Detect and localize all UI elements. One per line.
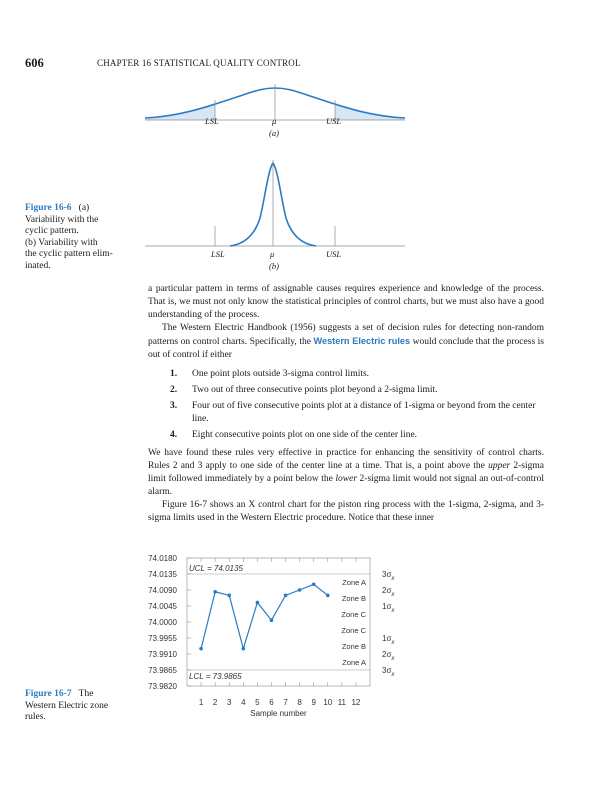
control-chart xyxy=(140,552,410,726)
rule-number: 1. xyxy=(170,369,178,379)
x-tick-label: 12 xyxy=(351,698,361,707)
text-run: 2-sigma limit followed immediately by a point below the xyxy=(148,461,545,484)
sigma-subscript: x xyxy=(391,608,395,614)
sigma-label: $1\sigma_x$ xyxy=(382,634,395,646)
sigma-label: $3\sigma_x$ xyxy=(382,666,395,678)
paragraph xyxy=(148,447,544,499)
x-tick-label: 9 xyxy=(311,698,316,707)
sigma-label: $2\sigma_x$ xyxy=(382,586,395,598)
mu-label-b: μ xyxy=(270,249,275,259)
zone-label: Zone A xyxy=(342,578,366,588)
data-point xyxy=(199,647,203,651)
data-point xyxy=(312,583,316,587)
rule-text: One point plots outside 3-sigma control limits. xyxy=(192,369,370,379)
caption-line: the cyclic pattern elim- xyxy=(25,249,113,260)
rule-number: 3. xyxy=(170,401,178,411)
paragraph xyxy=(148,322,544,362)
text-run: would conclude that the process is out of control if either xyxy=(148,337,545,360)
usl-label-b: USL xyxy=(326,249,342,259)
figure-16-6b xyxy=(145,160,405,250)
zone-label: Zone B xyxy=(341,642,366,652)
data-point xyxy=(256,601,260,605)
rule-item xyxy=(170,368,544,381)
data-point xyxy=(270,618,274,622)
rule-item xyxy=(170,400,544,426)
lcl-label: LCL = 73.9865 xyxy=(189,672,242,681)
usl-label-a: USL xyxy=(326,116,342,126)
rule-item xyxy=(170,429,544,442)
panel-a-tag: (a) xyxy=(269,128,279,138)
caption-label: Figure 16-6 xyxy=(25,203,72,213)
caption-line: (b) Variability with xyxy=(25,237,98,248)
zone-label: Zone C xyxy=(341,626,366,636)
y-tick-label: 74.0135 xyxy=(148,570,177,579)
data-point xyxy=(213,590,217,594)
paragraph: Figure 16-7 shows an X control chart for the piston ring process with the 1-sigma, 2-sigma, and 3-sigma limits used in the Western Electric procedure. Notice that these inner xyxy=(148,500,544,523)
emphasis: lower xyxy=(335,474,358,484)
chapter-title: CHAPTER 16 STATISTICAL QUALITY CONTROL xyxy=(97,58,301,68)
sigma-label: $1\sigma_x$ xyxy=(382,602,395,614)
data-point xyxy=(326,594,330,598)
paragraph: a particular pattern in terms of assignable causes requires experience and knowledge of the process. That is, we must not only know the statistical principles of control charts, but we must also have a good understanding of the process. xyxy=(148,284,544,320)
sigma-subscript: x xyxy=(391,576,395,582)
sigma-subscript: x xyxy=(391,656,395,662)
rule-text: Two out of three consecutive points plot beyond a 2-sigma limit. xyxy=(192,385,438,395)
text-run: We have found these rules very effective in practice for enhancing the sensitivity of control charts. Rules 2 and 3 apply to one side of the center line at a time. That is, a point above the xyxy=(148,448,544,471)
data-point xyxy=(227,594,231,598)
rules-list xyxy=(148,368,544,442)
caption-line: Variability with the xyxy=(25,214,99,225)
emphasis: upper xyxy=(488,461,511,471)
sigma-label: $3\sigma_x$ xyxy=(382,570,395,582)
rule-item xyxy=(170,384,544,397)
sigma-subscript: x xyxy=(391,672,395,678)
page-number: 606 xyxy=(25,56,44,70)
sigma-subscript: x xyxy=(391,592,395,598)
sigma-label: $2\sigma_x$ xyxy=(382,650,395,662)
x-tick-label: 1 xyxy=(198,698,204,707)
ucl-label: UCL = 74.0135 xyxy=(189,564,243,573)
caption-label: Figure 16-7 xyxy=(25,689,72,699)
lsl-label-b: LSL xyxy=(211,249,225,259)
caption-line: cyclic pattern. xyxy=(25,226,79,237)
x-tick-label: 7 xyxy=(283,698,288,707)
text-run: 2-sigma limit would not signal an out-of-control alarm. xyxy=(148,474,544,497)
rule-number: 2. xyxy=(170,385,178,395)
keyword-western-electric-rules: Western Electric rules xyxy=(313,336,411,346)
x-axis-label: Sample number xyxy=(250,709,307,718)
body-text xyxy=(148,283,544,525)
rule-number: 4. xyxy=(170,430,178,440)
caption-line: inated. xyxy=(25,260,51,271)
data-point xyxy=(298,588,302,592)
x-tick-label: 3 xyxy=(227,698,232,707)
panel-b-tag: (b) xyxy=(269,261,279,271)
data-point xyxy=(284,594,288,598)
rule-text: Eight consecutive points plot on one side of the center line. xyxy=(192,430,418,440)
data-point xyxy=(242,647,246,651)
y-tick-label: 73.9955 xyxy=(148,634,177,643)
mu-label-a: μ xyxy=(272,116,277,126)
sigma-subscript: x xyxy=(391,640,395,646)
x-tick-label: 2 xyxy=(212,698,218,707)
zone-label: Zone B xyxy=(341,594,366,604)
caption-line: rules. xyxy=(25,712,46,723)
figure-16-7-caption xyxy=(25,689,145,724)
y-tick-label: 73.9910 xyxy=(148,650,177,659)
zone-label: Zone A xyxy=(342,658,366,668)
y-tick-label: 74.0090 xyxy=(148,586,177,595)
caption-line: The xyxy=(78,689,94,699)
x-tick-label: 6 xyxy=(269,698,274,707)
caption-line: Western Electric zone xyxy=(25,700,109,711)
x-tick-label: 5 xyxy=(255,698,260,707)
lsl-label-a: LSL xyxy=(205,116,219,126)
caption-line: (a) xyxy=(78,203,90,213)
x-tick-label: 11 xyxy=(337,698,347,707)
rule-text: Four out of five consecutive points plot at a distance of 1-sigma or beyond from the center line. xyxy=(192,401,536,424)
y-tick-label: 74.0045 xyxy=(148,602,177,611)
y-tick-label: 74.0000 xyxy=(148,618,177,627)
x-tick-label: 4 xyxy=(241,698,246,707)
zone-label: Zone C xyxy=(341,610,366,620)
y-tick-label: 74.0180 xyxy=(148,554,177,563)
text-run: The Western Electric Handbook (1956) suggests a set of decision rules for detecting non-random patterns on control charts. Specifically, the xyxy=(148,323,544,347)
x-tick-label: 8 xyxy=(297,698,302,707)
y-tick-label: 73.9820 xyxy=(148,682,177,691)
x-tick-label: 10 xyxy=(323,698,333,707)
figure-16-6-caption xyxy=(25,203,145,273)
y-tick-label: 73.9865 xyxy=(148,666,177,675)
